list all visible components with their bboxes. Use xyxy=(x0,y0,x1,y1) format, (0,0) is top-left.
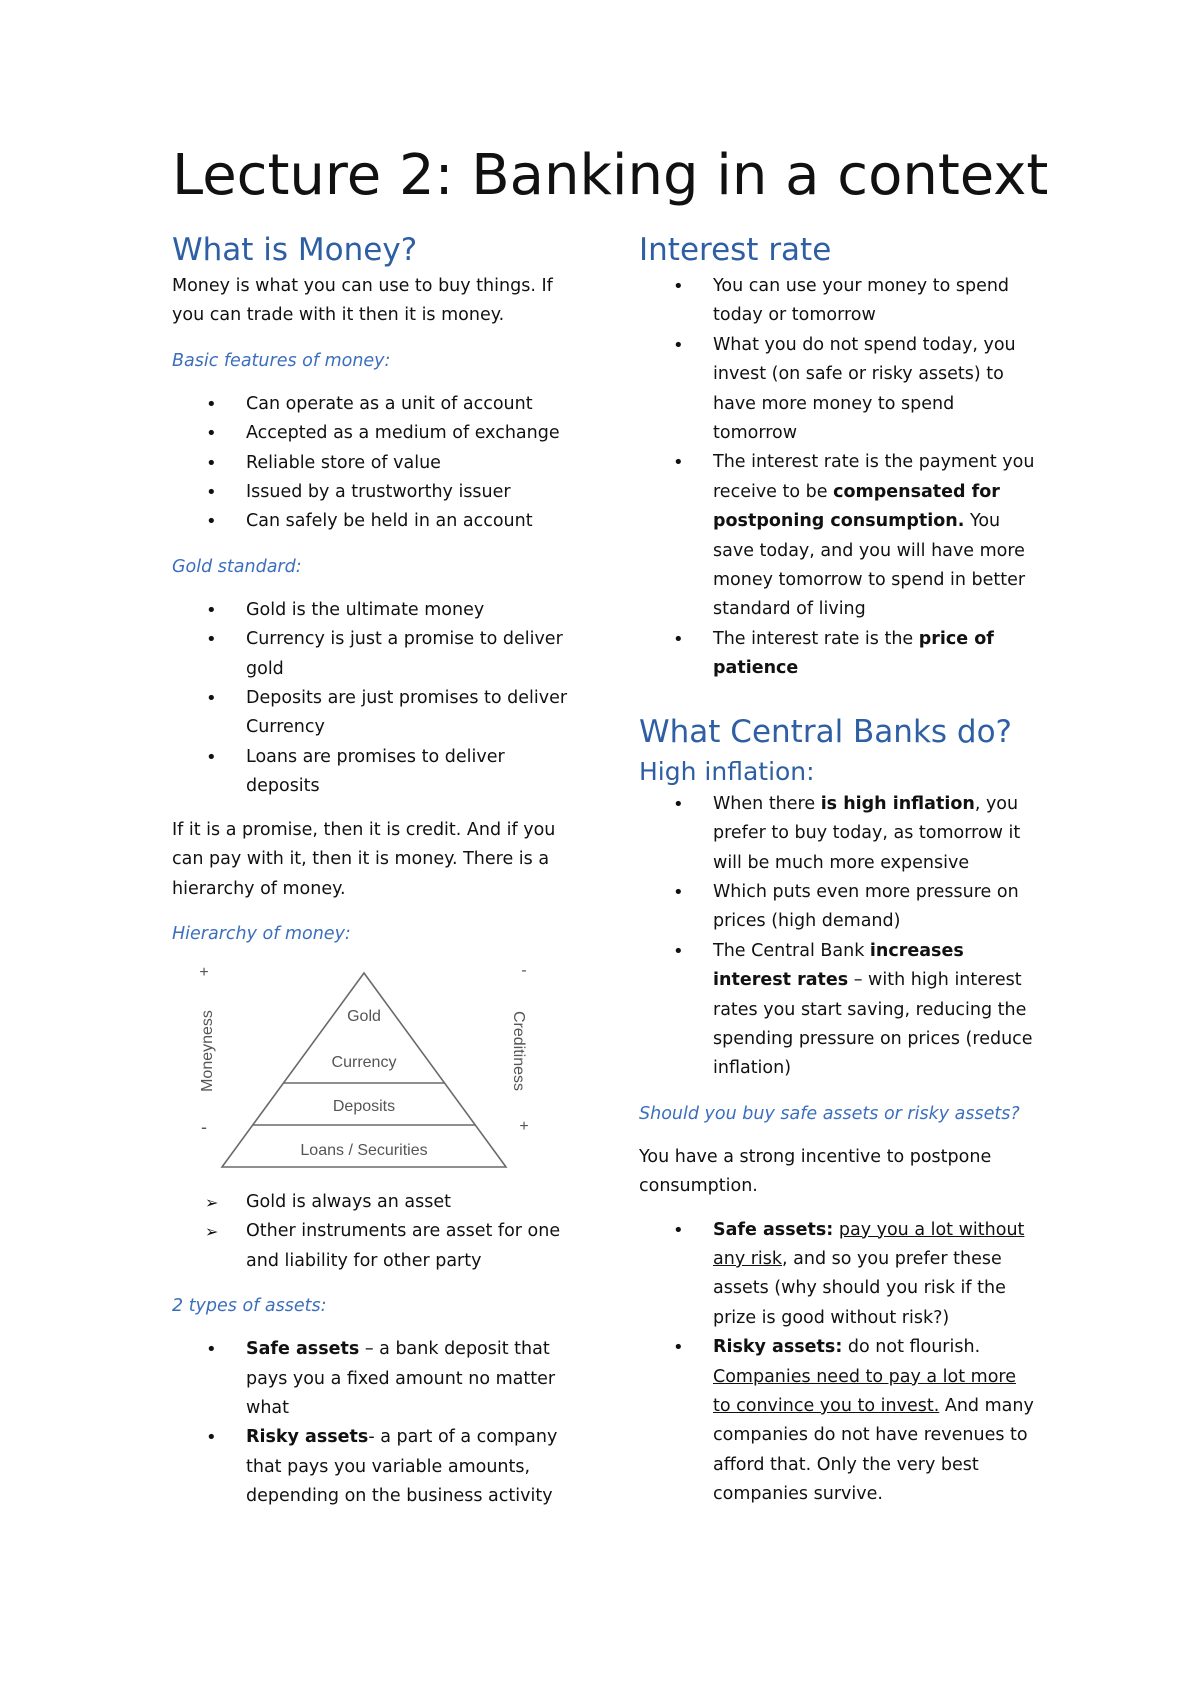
asset-types-list xyxy=(172,1335,582,1511)
list-item: ➢ Gold is always an asset xyxy=(172,1188,582,1217)
list-item: • Can safely be held in an account xyxy=(172,507,582,536)
moneyness-axis-label: Moneyness xyxy=(199,1009,216,1092)
moneyness-plus-sign: + xyxy=(199,963,209,981)
money-heading: What is Money? xyxy=(172,232,418,268)
text-run: When there xyxy=(713,793,821,814)
list-item: • What you do not spend today, you invest (on safe or risky assets) to have more money to spend tomorrow xyxy=(639,331,1039,449)
list-item xyxy=(639,1216,1039,1334)
pyramid-notes-list xyxy=(172,1188,582,1276)
text-run: You save today, and you will have more money tomorrow to spend in better standard of living xyxy=(713,511,1026,620)
hierarchy-heading: Hierarchy of money: xyxy=(172,923,351,944)
moneyness-minus-sign: - xyxy=(201,1116,207,1137)
safe-assets-definition: – a bank deposit that pays you a fixed amount no matter what xyxy=(246,1339,556,1418)
interest-rate-heading: Interest rate xyxy=(639,232,832,268)
list-item xyxy=(639,1333,1039,1509)
underlined-text: pay you a lot without any risk xyxy=(713,1219,1025,1269)
text-run: , and so you prefer these assets (why should you risk if the prize is good without risk?) xyxy=(713,1248,1006,1328)
right-column xyxy=(639,228,1039,1524)
text-run: do not flourish. xyxy=(842,1337,981,1358)
risky-assets-definition: - a part of a company that pays you variable amounts, depending on the business activity xyxy=(246,1427,558,1507)
pyramid-level-loans: Loans / Securities xyxy=(300,1141,428,1159)
list-item xyxy=(639,448,1039,624)
list-item xyxy=(172,1335,582,1423)
pyramid-level-currency: Currency xyxy=(331,1053,397,1071)
list-item: • Accepted as a medium of exchange xyxy=(172,419,582,448)
safe-risky-list xyxy=(639,1216,1039,1510)
gold-standard-list xyxy=(172,596,582,802)
basic-features-list xyxy=(172,390,582,537)
pyramid-level-deposits: Deposits xyxy=(332,1097,396,1115)
credit-paragraph: If it is a promise, then it is credit. And if you can pay with it, then it is money. There is a hierarchy of money. xyxy=(172,819,556,899)
basic-features-heading: Basic features of money: xyxy=(172,350,391,371)
safe-assets-term: Safe assets xyxy=(246,1339,360,1360)
emphasis-text: Risky assets: xyxy=(713,1337,843,1358)
central-banks-heading: What Central Banks do? xyxy=(639,713,1012,750)
creditiness-minus-sign: - xyxy=(521,962,527,979)
list-item: • You can use your money to spend today or tomorrow xyxy=(639,272,1039,331)
creditiness-plus-sign: + xyxy=(519,1117,529,1135)
left-column xyxy=(172,228,582,1526)
emphasis-text: increases interest rates xyxy=(713,940,964,991)
list-item xyxy=(639,937,1039,1084)
text-run: The interest rate is the payment you receive to be xyxy=(713,452,1035,502)
list-item: • Issued by a trustworthy issuer xyxy=(172,478,582,507)
emphasis-text: is high inflation xyxy=(820,793,975,814)
list-item xyxy=(639,790,1039,878)
gold-standard-heading: Gold standard: xyxy=(172,556,302,577)
creditiness-axis-label: Creditiness xyxy=(510,1010,527,1091)
list-item: • Currency is just a promise to deliver gold xyxy=(172,625,582,684)
list-item: • Can operate as a unit of account xyxy=(172,390,582,419)
text-run: , you prefer to buy today, as tomorrow it will be much more expensive xyxy=(713,793,1021,873)
asset-types-heading: 2 types of assets: xyxy=(172,1296,327,1317)
page-title: Lecture 2: Banking in a context xyxy=(172,143,1049,208)
high-inflation-heading: High inflation: xyxy=(639,756,815,786)
money-intro: Money is what you can use to buy things. If you can trade with it then it is money. xyxy=(172,276,553,326)
risky-assets-term: Risky assets xyxy=(246,1427,369,1448)
high-inflation-list xyxy=(639,790,1039,1084)
incentive-paragraph: You have a strong incentive to postpone consumption. xyxy=(639,1146,992,1197)
text-run: The interest rate is the xyxy=(713,628,919,649)
list-item: • Which puts even more pressure on prices (high demand) xyxy=(639,878,1039,937)
emphasis-text: Safe assets: xyxy=(713,1219,834,1240)
underlined-text: Companies need to pay a lot more to convince you to invest. xyxy=(713,1366,1016,1416)
text-run: The Central Bank xyxy=(713,940,870,961)
list-item: • Loans are promises to deliver deposits xyxy=(172,743,582,802)
text-run: – with high interest rates you start saving, reducing the spending pressure on prices (reduce inflation) xyxy=(713,970,1033,1079)
list-item: • Gold is the ultimate money xyxy=(172,596,582,625)
list-item: ➢ Other instruments are asset for one and liability for other party xyxy=(172,1217,582,1276)
list-item xyxy=(172,1423,582,1511)
interest-rate-list xyxy=(639,272,1039,684)
emphasis-text: price of patience xyxy=(713,628,994,679)
text-run: And many companies do not have revenues to afford that. Only the very best companies survive. xyxy=(713,1396,1034,1505)
list-item xyxy=(639,625,1039,684)
emphasis-text: compensated for postponing consumption. xyxy=(713,481,1000,532)
list-item: • Reliable store of value xyxy=(172,449,582,478)
list-item: • Deposits are just promises to deliver Currency xyxy=(172,684,582,743)
hierarchy-pyramid-diagram xyxy=(182,963,542,1178)
safe-or-risky-heading: Should you buy safe assets or risky assets? xyxy=(639,1103,1020,1124)
pyramid-level-gold: Gold xyxy=(347,1007,381,1025)
